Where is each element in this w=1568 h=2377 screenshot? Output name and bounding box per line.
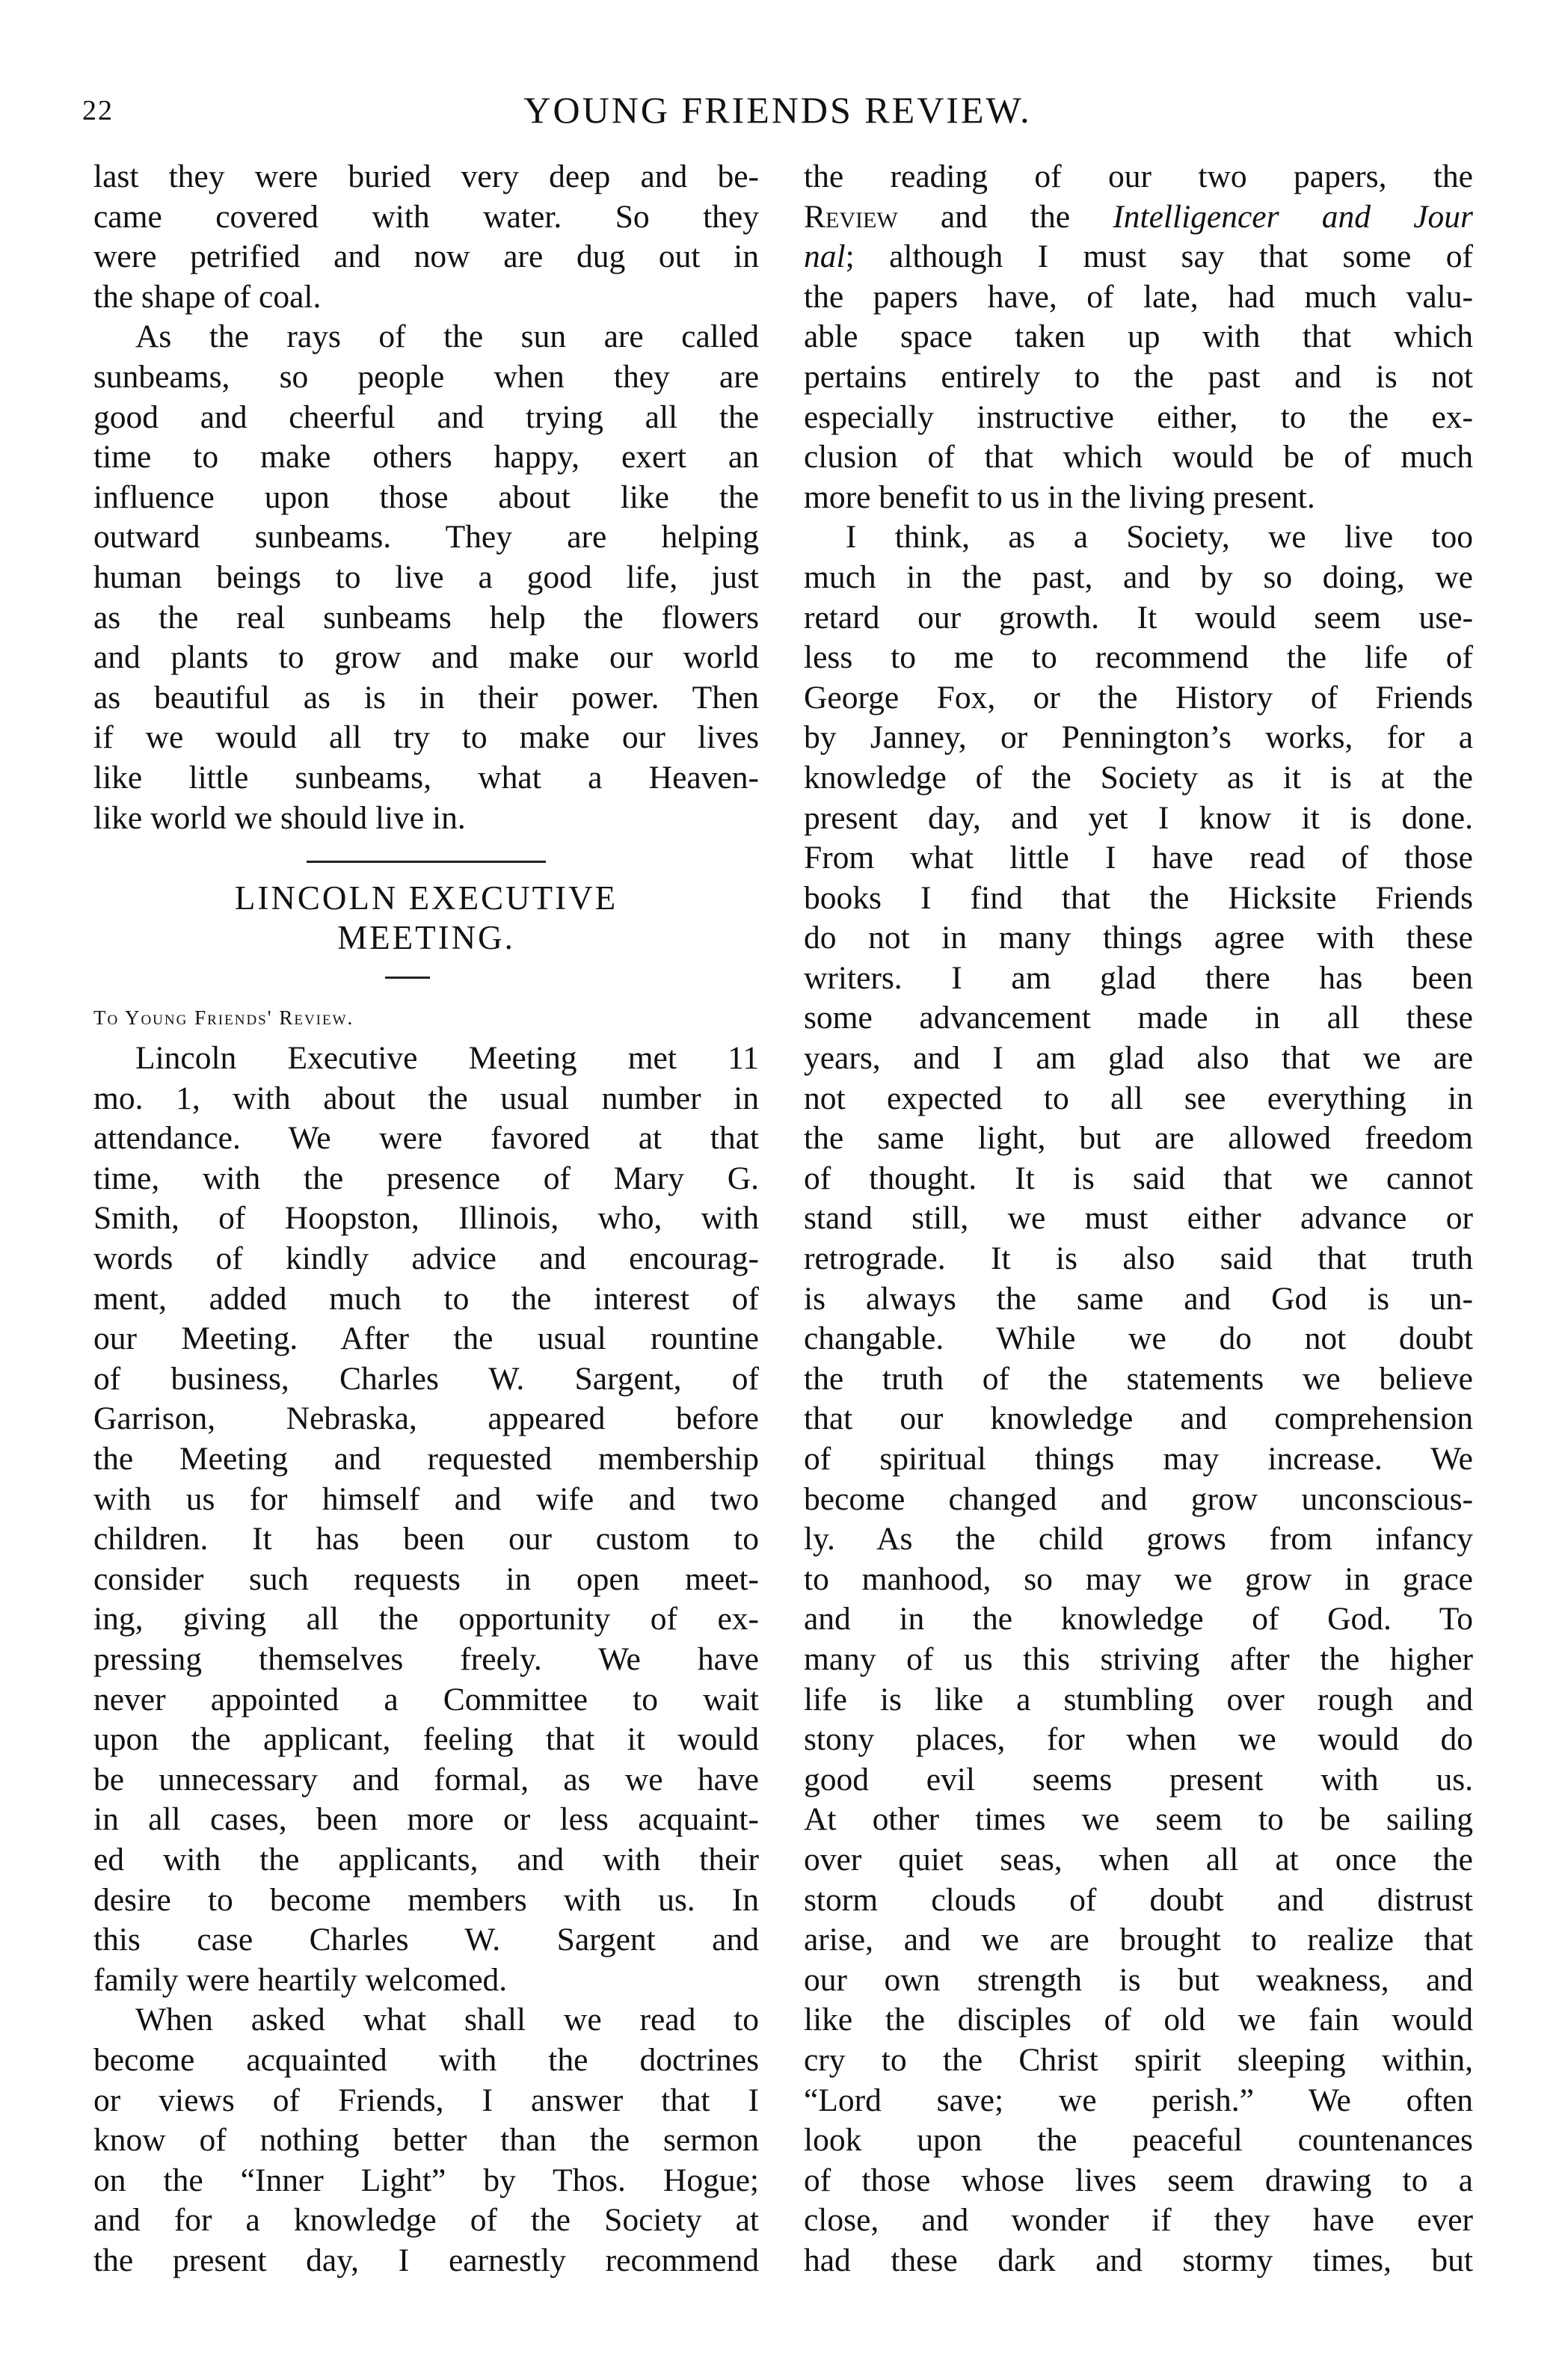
text-line: the same light, but are allowed freedom [804,1120,1473,1157]
intelligencer-title: Intelligencer and Jour [1113,198,1473,235]
paragraph-meeting-report [93,1039,759,2000]
text-line [804,237,1473,277]
text-line: much in the past, and by so doing, we [804,559,1473,595]
text-line: do not in many things agree with these [804,920,1473,956]
text-line: retrograde. It is also said that truth [804,1240,1473,1277]
text-line: years, and I am glad also that we are [804,1040,1473,1077]
text-line: like little sunbeams, what a Heaven- [93,759,759,796]
right-column [804,157,1473,2281]
text-line: When asked what shall we read to [135,2002,759,2038]
page-header [82,88,1473,141]
text-line: ment, added much to the interest of [93,1280,759,1317]
journal-title-end: nal [804,239,846,275]
text-line: in all cases, been more or less acquaint- [93,1801,759,1838]
text-line: our own strength is but weakness, and [804,1961,1473,1998]
text-line: were petrified and now are dug out in [93,239,759,275]
text-line: writers. I am glad there has been [804,959,1473,996]
text-fragment: ; although I must say that some of [845,239,1473,275]
text-line: good evil seems present with us. [804,1761,1473,1798]
text-line: changable. While we do not doubt [804,1320,1473,1357]
text-line: over quiet seas, when all at once the [804,1841,1473,1878]
running-title: YOUNG FRIENDS REVIEW. [523,89,1032,131]
text-line: pressing themselves freely. We have [93,1640,759,1677]
review-title: Review [804,198,898,235]
text-line: never appointed a Committee to wait [93,1681,759,1718]
text-line: sunbeams, so people when they are [93,358,759,395]
text-line: especially instructive either, to the ex- [804,399,1473,435]
text-line: the Meeting and requested membership [93,1441,759,1477]
text-line: ed with the applicants, and with their [93,1841,759,1878]
paragraph-sunbeams [93,317,759,838]
text-line: look upon the peaceful countenances [804,2122,1473,2159]
text-line: be unnecessary and formal, as we have [93,1761,759,1798]
text-line: upon the applicant, feeling that it would [93,1721,759,1758]
text-line: with us for himself and wife and two [93,1480,759,1517]
text-line: this case Charles W. Sargent and [93,1922,759,1958]
text-line: present day, and yet I know it is done. [804,799,1473,836]
text-line: by Janney, or Pennington’s works, for a [804,719,1473,756]
paragraph-coal [93,157,759,317]
text-line: close, and wonder if they have ever [804,2202,1473,2239]
text-line: outward sunbeams. They are helping [93,519,759,556]
text-line: Lincoln Executive Meeting met 11 [135,1040,759,1077]
text-line: family were heartily welcomed. [93,1961,508,1998]
text-line: and plants to grow and make our world [93,639,759,676]
text-line: become acquainted with the doctrines [93,2041,759,2078]
heading-line: LINCOLN EXECUTIVE [234,879,618,917]
text-line: of thought. It is said that we cannot [804,1160,1473,1196]
text-line: came covered with water. So they [93,198,759,235]
text-line: consider such requests in open meet- [93,1560,759,1597]
text-line: the papers have, of late, had much valu- [804,278,1473,315]
heading-line: MEETING. [337,919,515,957]
text-line: human beings to live a good life, just [93,559,759,595]
text-line: time to make others happy, exert an [93,439,759,476]
text-line: the truth of the statements we believe [804,1360,1473,1397]
text-line: children. It has been our custom to [93,1521,759,1557]
heading-dash [93,959,759,999]
text-line: or views of Friends, I answer that I [93,2082,759,2118]
text-line: ly. As the child grows from infancy [804,1521,1473,1557]
text-line: “Lord save; we perish.” We often [804,2082,1473,2118]
text-line: Garrison, Nebraska, appeared before [93,1400,759,1437]
section-heading [93,879,759,959]
text-line: of business, Charles W. Sargent, of [93,1360,759,1397]
text-line: some advancement made in all these [804,1000,1473,1036]
text-line: know of nothing better than the sermon [93,2122,759,2159]
text-line: From what little I have read of those [804,840,1473,876]
text-line: influence upon those about like the [93,479,759,515]
text-line: As the rays of the sun are called [135,319,759,355]
text-line: if we would all try to make our lives [93,719,759,756]
text-line: retard our growth. It would seem use- [804,599,1473,636]
text-line: more benefit to us in the living present. [804,479,1315,515]
text-line: is always the same and God is un- [804,1280,1473,1317]
text-line [804,197,1473,238]
text-line: storm clouds of doubt and distrust [804,1881,1473,1918]
text-line: words of kindly advice and encourag- [93,1240,759,1277]
text-line: like the disciples of old we fain would [804,2002,1473,2038]
text-line: knowledge of the Society as it is at the [804,759,1473,796]
text-line: Smith, of Hoopston, Illinois, who, with [93,1200,759,1237]
text-line: of those whose lives seem drawing to a [804,2162,1473,2198]
paragraph-papers [804,157,1473,517]
text-line: become changed and grow unconscious- [804,1480,1473,1517]
left-column [93,157,759,2281]
text-line: life is like a stumbling over rough and [804,1681,1473,1718]
text-line: good and cheerful and trying all the [93,399,759,435]
text-line: books I find that the Hicksite Friends [804,879,1473,916]
text-line: of spiritual things may increase. We [804,1441,1473,1477]
text-line: mo. 1, with about the usual number in [93,1080,759,1116]
text-line: desire to become members with us. In [93,1881,759,1918]
text-line: able space taken up with that which [804,319,1473,355]
page-number: 22 [82,95,114,126]
text-line: our Meeting. After the usual rountine [93,1320,759,1357]
text-line: ing, giving all the opportunity of ex- [93,1601,759,1638]
text-line: that our knowledge and comprehension [804,1400,1473,1437]
text-line: George Fox, or the History of Friends [804,679,1473,716]
text-line: At other times we seem to be sailing [804,1801,1473,1838]
text-line: arise, and we are brought to realize that [804,1922,1473,1958]
text-line: stony places, for when we would do [804,1721,1473,1758]
text-line: had these dark and stormy times, but [804,2242,1473,2278]
text-line: like world we should live in. [93,799,466,836]
text-line: and in the knowledge of God. To [804,1601,1473,1638]
text-line: less to me to recommend the life of [804,639,1473,676]
text-fragment: and the [897,198,1113,235]
text-line: clusion of that which would be of much [804,439,1473,476]
salutation: To Young Friends' Review. [93,1006,354,1030]
text-line: as beautiful as is in their power. Then [93,679,759,716]
text-line: and for a knowledge of the Society at [93,2202,759,2239]
paragraph-reading [93,2000,759,2281]
text-line: attendance. We were favored at that [93,1120,759,1157]
text-line: on the “Inner Light” by Thos. Hogue; [93,2162,759,2198]
text-line: I think, as a Society, we live too [846,519,1473,556]
text-line: time, with the presence of Mary G. [93,1160,759,1196]
text-line: the present day, I earnestly recommend [93,2242,759,2278]
text-line: pertains entirely to the past and is not [804,358,1473,395]
section-divider [93,838,759,879]
text-line: as the real sunbeams help the flowers [93,599,759,636]
text-line: stand still, we must either advance or [804,1200,1473,1237]
text-line: to manhood, so may we grow in grace [804,1560,1473,1597]
text-line: last they were buried very deep and be- [93,159,759,194]
text-line: not expected to all see everything in [804,1080,1473,1116]
paragraph-society [804,517,1473,2281]
text-line: many of us this striving after the higher [804,1640,1473,1677]
text-line: the shape of coal. [93,278,322,315]
text-line: cry to the Christ spirit sleeping within, [804,2041,1473,2078]
text-line: the reading of our two papers, the [804,159,1473,194]
